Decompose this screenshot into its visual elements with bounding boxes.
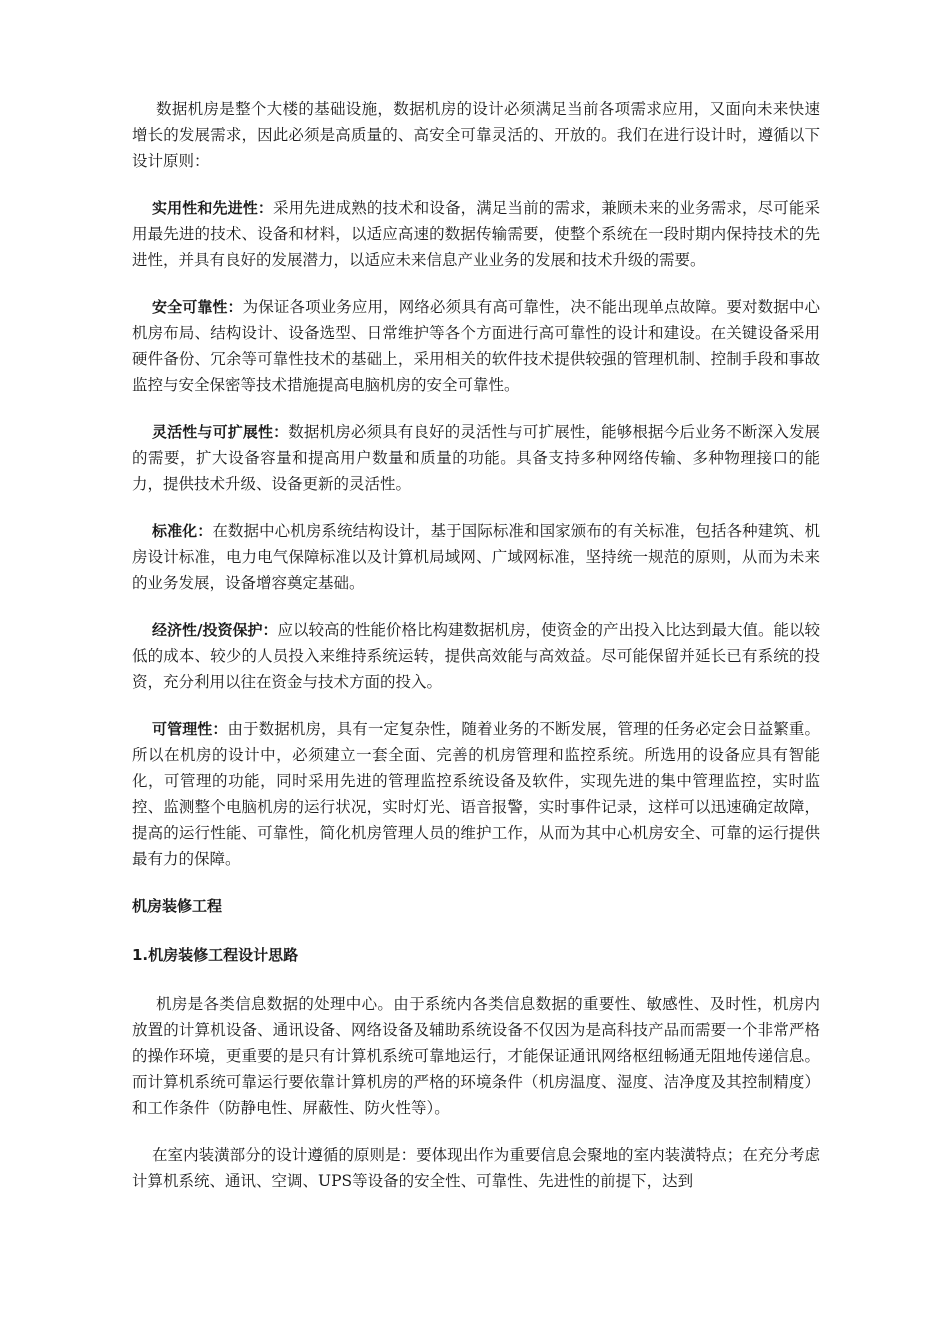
principle-text: 由于数据机房，具有一定复杂性，随着业务的不断发展，管理的任务必定会日益繁重。所以在机房的设计中，必须建立一套全面、完善的机房管理和监控系统。所选用的设备应具有智能化，可管理的功能，同时采用先进的管理监控系统设备及软件，实现先进的集中管理监控，实时监控、监测整个电脑机房的运行状况，实时灯光、语音报警，实时事件记录，这样可以迅速确定故障，提高的运行性能、可靠性，简化机房管理人员的维护工作，从而为其中心机房安全、可靠的运行提供最有力的保障。: [132, 720, 820, 868]
principle-title: 实用性和先进性：: [152, 199, 274, 217]
principle-text: 数据机房必须具有良好的灵活性与可扩展性，能够根据今后业务不断深入发展的需要，扩大设备容量和提高用户数量和质量的功能。具备支持多种网络传输、多种物理接口的能力，提供技术升级、设备更新的灵活性。: [132, 423, 820, 493]
subsection-title: 1.机房装修工程设计思路: [132, 946, 299, 964]
principle-text: 采用先进成熟的技术和设备，满足当前的需求，兼顾未来的业务需求，尽可能采用最先进的技术、设备和材料，以适应高速的数据传输需要，使整个系统在一段时期内保持技术的先进性，并具有良好的发展潜力，以适应未来信息产业业务的发展和技术升级的需要。: [132, 199, 820, 269]
principle-economy: [132, 617, 820, 695]
section-title: 机房装修工程: [132, 897, 223, 915]
principle-reliability: [132, 294, 820, 398]
principle-flexibility: [132, 419, 820, 497]
principle-text: 为保证各项业务应用，网络必须具有高可靠性，决不能出现单点故障。要对数据中心机房布局、结构设计、设备选型、日常维护等各个方面进行高可靠性的设计和建设。在关键设备采用硬件备份、冗余等可靠性技术的基础上，采用相关的软件技术提供较强的管理机制、控制手段和事故监控与安全保密等技术措施提高电脑机房的安全可靠性。: [132, 298, 820, 394]
principle-title: 经济性/投资保护：: [152, 621, 278, 639]
principle-title: 标准化：: [152, 522, 213, 540]
principle-title: 灵活性与可扩展性：: [152, 423, 289, 441]
principle-standardization: [132, 518, 820, 596]
principle-title: 安全可靠性：: [152, 298, 243, 316]
body-paragraph: 机房是各类信息数据的处理中心。由于系统内各类信息数据的重要性、敏感性、及时性，机房内放置的计算机设备、通讯设备、网络设备及辅助系统设备不仅因为是高科技产品而需要一个非常严格的操作环境，更重要的是只有计算机系统可靠地运行，才能保证通讯网络枢纽畅通无阻地传递信息。而计算机系统可靠运行要依靠计算机房的严格的环境条件（机房温度、湿度、洁净度及其控制精度）和工作条件（防静电性、屏蔽性、防火性等）。: [132, 995, 820, 1117]
principle-practicality: [132, 195, 820, 273]
body-paragraph: 在室内装潢部分的设计遵循的原则是：要体现出作为重要信息会聚地的室内装潢特点；在充分考虑计算机系统、通讯、空调、UPS等设备的安全性、可靠性、先进性的前提下，达到: [132, 1146, 820, 1190]
principle-text: 在数据中心机房系统结构设计，基于国际标准和国家颁布的有关标准，包括各种建筑、机房设计标准，电力电气保障标准以及计算机局域网、广域网标准，坚持统一规范的原则，从而为未来的业务发展，设备增容奠定基础。: [132, 522, 820, 592]
intro-paragraph: 数据机房是整个大楼的基础设施，数据机房的设计必须满足当前各项需求应用，又面向未来快速增长的发展需求，因此必须是高质量的、高安全可靠灵活的、开放的。我们在进行设计时，遵循以下设计原则：: [132, 100, 820, 170]
document-page: [132, 96, 820, 1215]
principle-text: 应以较高的性能价格比构建数据机房，使资金的产出投入比达到最大值。能以较低的成本、较少的人员投入来维持系统运转，提供高效能与高效益。尽可能保留并延长已有系统的投资，充分利用以往在资金与技术方面的投入。: [132, 621, 820, 691]
principle-title: 可管理性：: [152, 720, 228, 738]
principle-manageability: [132, 716, 820, 872]
